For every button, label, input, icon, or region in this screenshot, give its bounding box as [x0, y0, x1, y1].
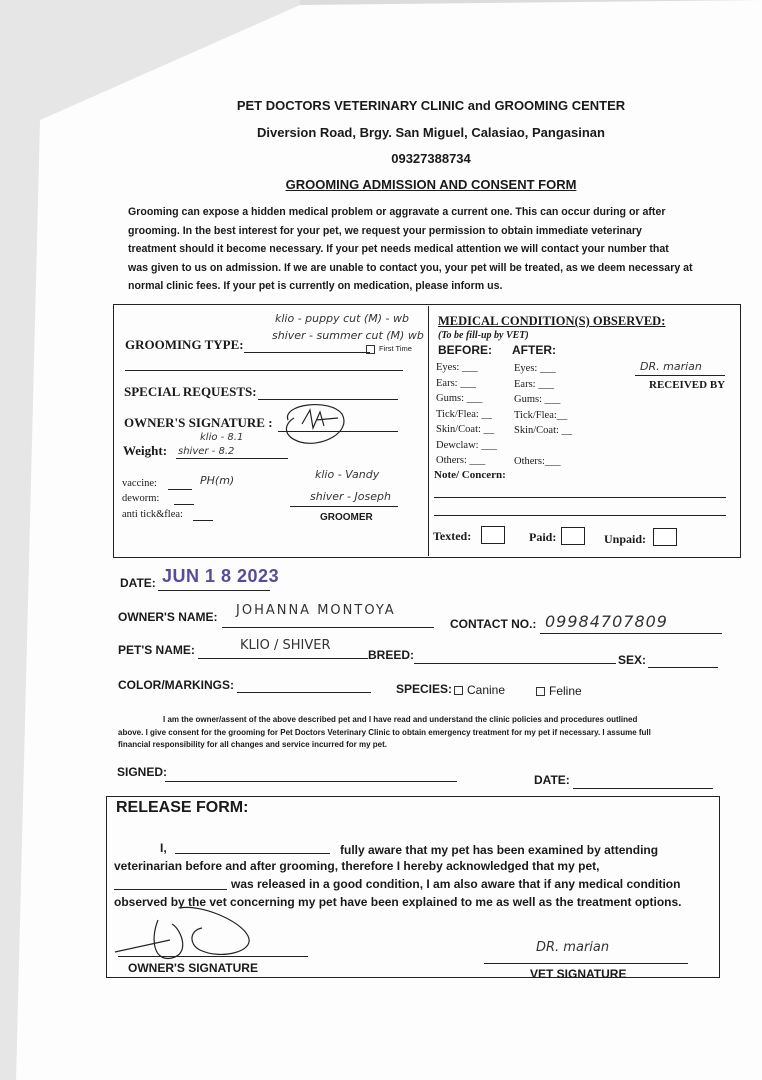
color-line[interactable]	[237, 692, 371, 693]
before-item[interactable]: Ears: ___	[436, 377, 476, 389]
paid-label: Paid:	[529, 530, 557, 544]
after-item[interactable]: Ears: ___	[514, 378, 554, 390]
canine-checkbox[interactable]	[454, 686, 463, 695]
release-pet-line[interactable]	[114, 889, 227, 890]
pet-name-label: PET'S NAME:	[118, 643, 195, 657]
vet-signature-value: DR. marian	[536, 940, 610, 955]
note-line-2[interactable]	[434, 515, 726, 516]
texted-checkbox[interactable]	[481, 526, 505, 544]
antitick-label: anti tick&flea:	[122, 509, 183, 520]
pet-name-value: KLIO / SHIVER	[240, 638, 331, 653]
canine-option[interactable]	[454, 683, 505, 697]
unpaid-label: Unpaid:	[604, 532, 647, 546]
received-by-label: RECEIVED BY	[649, 379, 726, 391]
consent-line: financial responsibility for all changes and service incurred for my pet.	[118, 740, 387, 749]
release-line-3: was released in a good condition, I am also aware that if any medical condition	[231, 877, 681, 891]
feline-label: Feline	[549, 684, 582, 698]
received-by-value: DR. marian	[640, 360, 702, 373]
before-item[interactable]: Eyes: ___	[436, 362, 478, 373]
species-label: SPECIES:	[396, 682, 453, 696]
paid-checkbox[interactable]	[561, 527, 585, 545]
owner-signature-scribble	[280, 400, 350, 450]
release-line-4: observed by the vet concerning my pet have been explained to me as well as the treatment options.	[114, 895, 682, 909]
intro-line: was given to us on admission. If we are unable to contact you, your pet will be treated, as we deem necessary at	[128, 261, 693, 274]
note-label: Note/ Concern:	[434, 469, 506, 481]
release-line-1b: fully aware that my pet has been examined by attending	[340, 843, 659, 857]
after-item[interactable]: Skin/Coat: __	[514, 425, 573, 436]
owner-name-line[interactable]	[222, 627, 434, 628]
first-time-label: First Time	[379, 344, 412, 353]
before-item[interactable]: Others: ___	[436, 455, 486, 466]
weight-label: Weight:	[123, 443, 168, 458]
date2-label: DATE:	[534, 773, 570, 787]
feline-checkbox[interactable]	[536, 687, 545, 696]
owner-signature-release-line[interactable]	[118, 956, 308, 957]
owner-signature-release-label: OWNER'S SIGNATURE	[128, 961, 258, 975]
date-stamp: JUN 1 8 2023	[162, 566, 280, 586]
form-title: GROOMING ADMISSION AND CONSENT FORM	[285, 177, 577, 192]
release-title: RELEASE FORM:	[116, 799, 249, 816]
unpaid-checkbox[interactable]	[653, 528, 677, 546]
intro-line: normal clinic fees. If your pet is currently on medication, please inform us.	[128, 280, 503, 292]
antitick-line[interactable]	[193, 520, 213, 521]
breed-line[interactable]	[414, 663, 616, 664]
clinic-address: Diversion Road, Brgy. San Miguel, Calasiao, Pangasinan	[257, 125, 605, 140]
first-time-option[interactable]	[366, 344, 412, 354]
owner-name-value: JOHANNA MONTOYA	[236, 603, 396, 618]
before-label: BEFORE:	[438, 343, 492, 357]
release-line-2: veterinarian before and after grooming, therefore I hereby acknowledged that my pet,	[114, 859, 600, 873]
intro-line: treatment should it become necessary. If your pet needs medical attention we will contact your number that	[128, 243, 669, 255]
contact-value: 09984707809	[545, 612, 668, 631]
pet-name-line[interactable]	[198, 658, 368, 659]
date-line[interactable]	[158, 590, 270, 591]
date2-line[interactable]	[573, 788, 713, 789]
groomer-value-1: klio - Vandy	[315, 468, 380, 481]
weight-value-1: klio - 8.1	[200, 432, 244, 443]
before-checklist	[436, 360, 497, 469]
consent-paragraph	[118, 714, 651, 752]
first-time-checkbox[interactable]	[366, 345, 375, 354]
owner-name-label: OWNER'S NAME:	[118, 610, 218, 624]
box-divider	[428, 306, 429, 556]
signed-line[interactable]	[165, 781, 457, 782]
owner-signature-label: OWNER'S SIGNATURE :	[124, 415, 273, 430]
intro-line: grooming. In the best interest for your pet, we request your permission to obtain immediate veterinary	[128, 224, 642, 237]
groomer-line[interactable]	[290, 506, 398, 507]
medical-title: MEDICAL CONDITION(S) OBSERVED:	[438, 314, 666, 328]
received-by-line[interactable]	[635, 375, 725, 376]
grooming-type-line[interactable]	[244, 352, 370, 353]
contact-line[interactable]	[540, 633, 722, 634]
breed-label: BREED:	[368, 648, 415, 662]
texted-label: Texted:	[433, 529, 472, 543]
contact-label: CONTACT NO.:	[450, 617, 537, 631]
deworm-label: deworm:	[122, 493, 160, 504]
vaccine-label: vaccine:	[122, 478, 157, 489]
sex-label: SEX:	[618, 653, 647, 667]
after-checklist	[514, 361, 572, 470]
grooming-type-value-2: shiver - summer cut (M) wb	[272, 329, 424, 342]
special-requests-label: SPECIAL REQUESTS:	[124, 384, 257, 399]
after-item	[514, 439, 572, 455]
grooming-type-value-1: klio - puppy cut (M) - wb	[275, 312, 409, 325]
intro-line: Grooming can expose a hidden medical problem or aggravate a current one. This can occur during or after	[128, 206, 666, 218]
vet-signature-label: VET SIGNATURE	[530, 967, 627, 981]
clinic-phone: 09327388734	[391, 151, 471, 166]
deworm-line[interactable]	[174, 504, 194, 505]
consent-line: above. I give consent for the grooming for Pet Doctors Veterinary Clinic to obtain emergency treatment for my pet if necessary. I assume full	[118, 727, 651, 737]
vaccine-line[interactable]	[168, 489, 192, 490]
vaccine-value: PH(m)	[200, 474, 235, 487]
vet-signature-line[interactable]	[484, 963, 688, 964]
color-label: COLOR/MARKINGS:	[118, 678, 234, 692]
medical-subtitle: (To be fill-up by VET)	[438, 330, 529, 341]
release-line-1a: I,	[160, 841, 167, 855]
clinic-name: PET DOCTORS VETERINARY CLINIC and GROOMING CENTER	[236, 98, 626, 113]
before-item[interactable]: Tick/Flea: __	[436, 408, 492, 420]
weight-value-2: shiver - 8.2	[178, 446, 235, 457]
grooming-type-label: GROOMING TYPE:	[125, 337, 244, 352]
signed-label: SIGNED:	[117, 765, 168, 779]
after-item[interactable]: Others:___	[514, 456, 561, 467]
canine-label: Canine	[467, 683, 506, 697]
date-label: DATE:	[120, 576, 156, 590]
weight-line[interactable]	[176, 458, 288, 459]
after-label: AFTER:	[512, 343, 556, 357]
before-item[interactable]: Skin/Coat: __	[436, 424, 495, 435]
before-item[interactable]: Dewclaw: ___	[436, 439, 497, 451]
before-item[interactable]: Gums: ___	[436, 393, 483, 404]
note-line-1[interactable]	[434, 497, 726, 498]
consent-line: I am the owner/assent of the above described pet and I have read and understand the clinic policies and procedures outlined	[163, 715, 638, 724]
groomer-value-2: shiver - Joseph	[310, 490, 391, 503]
sex-line[interactable]	[648, 667, 718, 668]
after-item[interactable]: Eyes: ___	[514, 363, 556, 374]
after-item[interactable]: Tick/Flea:__	[514, 409, 568, 421]
intro-paragraph	[128, 203, 693, 296]
after-item[interactable]: Gums: ___	[514, 394, 561, 405]
groomer-label: GROOMER	[320, 512, 373, 523]
feline-option[interactable]	[536, 684, 582, 698]
release-name-line[interactable]	[175, 853, 330, 854]
grooming-type-line-2[interactable]	[125, 370, 403, 371]
